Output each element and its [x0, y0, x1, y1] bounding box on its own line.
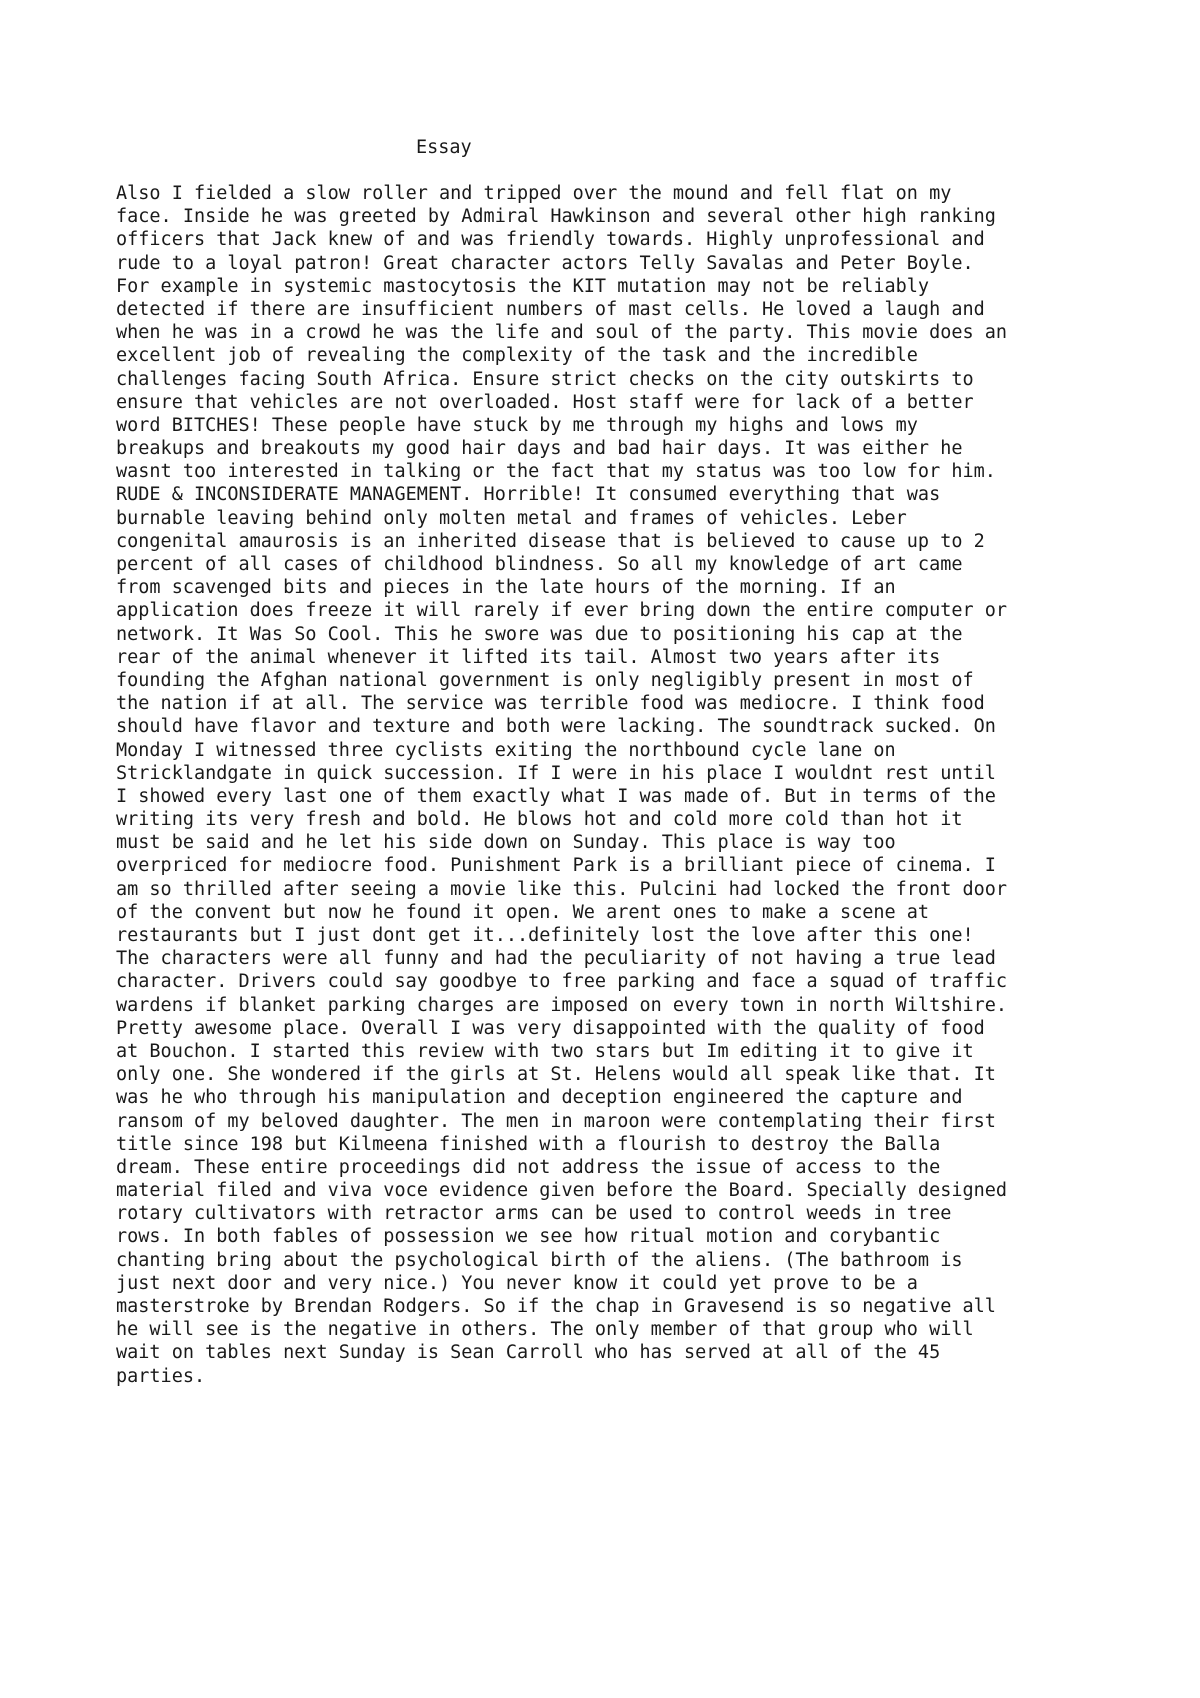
body-text-line: he will see is the negative in others. The only member of that group who will — [116, 1319, 974, 1341]
body-text-line: rude to a loyal patron! Great character actors Telly Savalas and Peter Boyle. — [116, 252, 974, 274]
body-text-line: only one. She wondered if the girls at St. Helens would all speak like that. It — [116, 1064, 996, 1086]
body-text-line: when he was in a crowd he was the life and soul of the party. This movie does an — [116, 322, 1008, 344]
body-text-line: For example in systemic mastocytosis the KIT mutation may not be reliably — [116, 275, 930, 297]
body-text-line: was he who through his manipulation and deception engineered the capture and — [116, 1087, 963, 1109]
body-text-line: writing its very fresh and bold. He blows hot and cold more cold than hot it — [116, 809, 963, 831]
body-text-line: title since 198 but Kilmeena finished with a flourish to destroy the Balla — [116, 1133, 941, 1155]
body-text-line: detected if there are insufficient numbers of mast cells. He loved a laugh and — [116, 298, 985, 320]
body-text-line: rotary cultivators with retractor arms can be used to control weeds in tree — [116, 1203, 952, 1225]
body-text-line: The characters were all funny and had the peculiarity of not having a true lead — [116, 948, 996, 970]
body-text-line: dream. These entire proceedings did not address the issue of access to the — [116, 1156, 941, 1178]
body-text-line: wait on tables next Sunday is Sean Carroll who has served at all of the 45 — [116, 1342, 941, 1364]
document-title: Essay — [416, 137, 472, 158]
body-text-line: the nation if at all. The service was terrible food was mediocre. I think food — [116, 693, 985, 715]
body-text-line: am so thrilled after seeing a movie like this. Pulcini had locked the front door — [116, 878, 1008, 900]
body-text-line: congenital amaurosis is an inherited disease that is believed to cause up to 2 — [116, 530, 985, 552]
body-text-line: officers that Jack knew of and was friendly towards. Highly unprofessional and — [116, 229, 985, 251]
body-text-line: excellent job of revealing the complexity of the task and the incredible — [116, 345, 918, 367]
body-text-line: Also I fielded a slow roller and tripped over the mound and fell flat on my — [116, 183, 952, 204]
body-text-line: word BITCHES! These people have stuck by me through my highs and lows my — [116, 414, 918, 436]
body-text-line: RUDE & INCONSIDERATE MANAGEMENT. Horrible! It consumed everything that was — [116, 484, 941, 506]
body-text-line: chanting bring about the psychological birth of the aliens. (The bathroom is — [116, 1249, 963, 1271]
body-text-line: founding the Afghan national government is only negligibly present in most of — [116, 669, 974, 691]
body-text-line: Pretty awesome place. Overall I was very disappointed with the quality of food — [116, 1017, 985, 1039]
body-text-line: must be said and he let his side down on Sunday. This place is way too — [116, 832, 896, 854]
body-text-line: ensure that vehicles are not overloaded. Host staff were for lack of a better — [116, 391, 974, 413]
body-text-line: breakups and breakouts my good hair days and bad hair days. It was either he — [116, 438, 963, 460]
body-text-line: rear of the animal whenever it lifted its tail. Almost two years after its — [116, 646, 941, 668]
body-text-line: I showed every last one of them exactly what I was made of. But in terms of the — [116, 785, 996, 807]
body-text-line: application does freeze it will rarely if ever bring down the entire computer or — [116, 600, 1008, 622]
body-text-line: of the convent but now he found it open. We arent ones to make a scene at — [116, 901, 930, 923]
body-text-line: character. Drivers could say goodbye to free parking and face a squad of traffic — [116, 971, 1008, 993]
body-text-line: rows. In both fables of possession we see how ritual motion and corybantic — [116, 1226, 941, 1248]
body-text-line: Stricklandgate in quick succession. If I were in his place I wouldnt rest until — [116, 762, 996, 784]
body-text-line: face. Inside he was greeted by Admiral Hawkinson and several other high ranking — [116, 206, 996, 228]
body-text-line: just next door and very nice.) You never know it could yet prove to be a — [116, 1272, 918, 1294]
body-text-line: network. It Was So Cool. This he swore was due to positioning his cap at the — [116, 623, 963, 645]
body-text-line: overpriced for mediocre food. Punishment Park is a brilliant piece of cinema. I — [116, 855, 996, 877]
body-text-line: challenges facing South Africa. Ensure strict checks on the city outskirts to — [116, 368, 974, 390]
body-text-line: percent of all cases of childhood blindness. So all my knowledge of art came — [116, 554, 963, 575]
body-text-line: wasnt too interested in talking or the fact that my status was too low for him. — [116, 461, 996, 483]
body-text-line: burnable leaving behind only molten metal and frames of vehicles. Leber — [116, 507, 907, 529]
body-text-line: parties. — [116, 1365, 206, 1387]
body-text-line: material filed and viva voce evidence given before the Board. Specially designed — [116, 1180, 1008, 1202]
body-text-line: should have flavor and texture and both were lacking. The soundtrack sucked. On — [116, 716, 996, 738]
body-text-line: Monday I witnessed three cyclists exiting the northbound cycle lane on — [116, 739, 896, 761]
body-text-line: restaurants but I just dont get it...definitely lost the love after this one! — [116, 925, 974, 946]
body-text-line: at Bouchon. I started this review with two stars but Im editing it to give it — [116, 1040, 974, 1062]
body-text-line: from scavenged bits and pieces in the late hours of the morning. If an — [116, 577, 896, 599]
body-text-line: wardens if blanket parking charges are imposed on every town in north Wiltshire. — [116, 994, 1008, 1016]
body-text-line: masterstroke by Brendan Rodgers. So if the chap in Gravesend is so negative all — [116, 1296, 996, 1317]
body-text-line: ransom of my beloved daughter. The men in maroon were contemplating their first — [116, 1110, 996, 1132]
document-body — [116, 182, 1007, 1388]
